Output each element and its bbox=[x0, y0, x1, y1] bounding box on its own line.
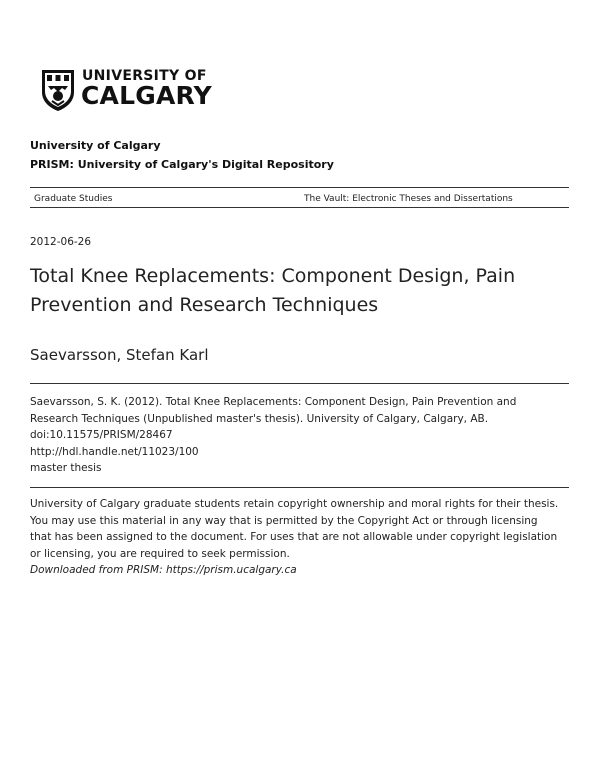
logo-text-calgary: CALGARY bbox=[81, 81, 212, 110]
repository-name: PRISM: University of Calgary's Digital Repository bbox=[30, 158, 334, 171]
citation-block bbox=[30, 394, 560, 477]
collection-label[interactable]: Graduate Studies bbox=[34, 194, 113, 204]
logo-text-university-of: UNIVERSITY OF bbox=[82, 68, 207, 84]
divider-rights bbox=[30, 487, 569, 488]
institution-name: University of Calgary bbox=[30, 139, 161, 152]
university-logo bbox=[40, 68, 210, 114]
divider-top bbox=[30, 187, 569, 188]
community-label[interactable]: The Vault: Electronic Theses and Dissertations bbox=[304, 194, 513, 204]
author-name: Saevarsson, Stefan Karl bbox=[30, 346, 209, 364]
download-source[interactable]: Downloaded from PRISM: https://prism.ucalgary.ca bbox=[30, 564, 297, 576]
rights-block bbox=[30, 496, 560, 579]
divider-band bbox=[30, 207, 569, 208]
citation-line: Saevarsson, S. K. (2012). Total Knee Replacements: Component Design, Pain Prevention and bbox=[30, 396, 517, 408]
rights-statement: University of Calgary graduate students retain copyright ownership and moral rights for their thesis. You may use this material in any way that is permitted by the Copyright Act or through licensing that has been assigned to the document. For uses that are not allowable under copyright legislation or licensing, you are required to seek permission. bbox=[30, 498, 559, 560]
doi-link[interactable]: doi:10.11575/PRISM/28467 bbox=[30, 429, 173, 441]
crest-icon bbox=[40, 68, 76, 112]
handle-link[interactable]: http://hdl.handle.net/11023/100 bbox=[30, 445, 199, 458]
document-type: master thesis bbox=[30, 462, 102, 474]
divider-citation bbox=[30, 383, 569, 384]
record-date: 2012-06-26 bbox=[30, 236, 92, 248]
document-title: Total Knee Replacements: Component Design, Pain Prevention and Research Techniques bbox=[30, 265, 516, 316]
citation-line: Research Techniques (Unpublished master's thesis). University of Calgary, Calgary, AB. bbox=[30, 412, 489, 425]
